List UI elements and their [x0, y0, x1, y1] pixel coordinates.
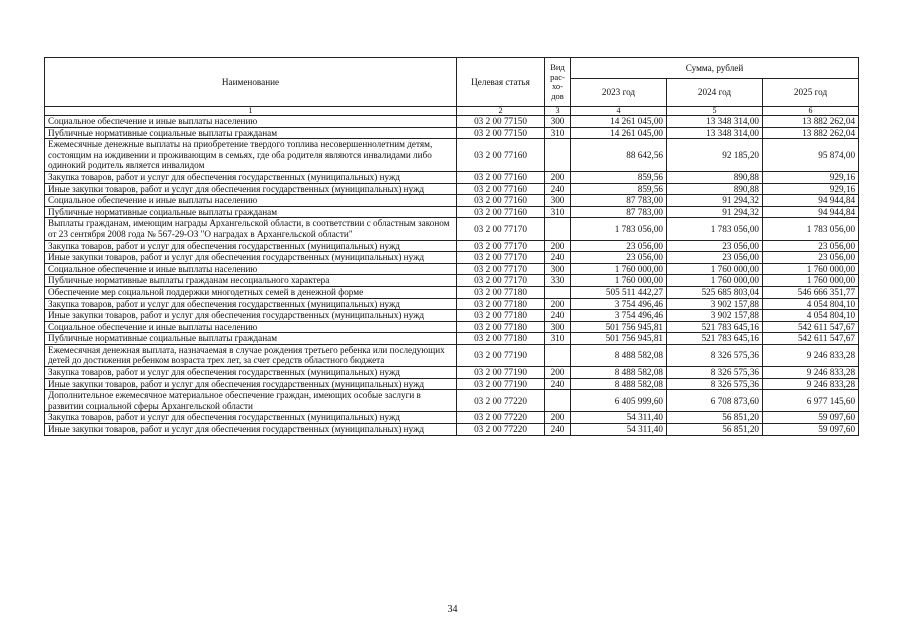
- row-sum-2025-cell: 23 056,00: [763, 240, 859, 252]
- row-expense-kind-cell: [545, 218, 571, 240]
- row-sum-2024-cell: 91 294,32: [667, 195, 763, 207]
- row-sum-2025-cell: 542 611 547,67: [763, 321, 859, 333]
- table-row: [45, 321, 859, 333]
- row-name-cell: Закупка товаров, работ и услуг для обеспечения государственных (муниципальных) нужд: [45, 240, 457, 252]
- row-target-article-cell: 03 2 00 77180: [457, 333, 545, 345]
- row-sum-2025-cell: 929,16: [763, 183, 859, 195]
- row-name-cell: Иные закупки товаров, работ и услуг для обеспечения государственных (муниципальных) нужд: [45, 252, 457, 264]
- header-name: Наименование: [45, 58, 457, 107]
- row-expense-kind-cell: 310: [545, 333, 571, 345]
- header-sum: Сумма, рублей: [571, 58, 859, 79]
- row-sum-2025-cell: 1 760 000,00: [763, 263, 859, 275]
- row-sum-2024-cell: 91 294,32: [667, 206, 763, 218]
- row-sum-2023-cell: 14 261 045,00: [571, 116, 667, 128]
- row-sum-2023-cell: 23 056,00: [571, 252, 667, 264]
- row-sum-2023-cell: 23 056,00: [571, 240, 667, 252]
- table-row: [45, 424, 859, 436]
- header-expense-kind: Вид рас-хо-дов: [545, 58, 571, 107]
- row-sum-2025-cell: 94 944,84: [763, 206, 859, 218]
- row-sum-2025-cell: 94 944,84: [763, 195, 859, 207]
- table-row: [45, 286, 859, 298]
- row-expense-kind-cell: 240: [545, 183, 571, 195]
- row-sum-2024-cell: 1 760 000,00: [667, 275, 763, 287]
- row-name-cell: Публичные нормативные социальные выплаты гражданам: [45, 206, 457, 218]
- row-target-article-cell: 03 2 00 77220: [457, 412, 545, 424]
- table-row: [45, 310, 859, 322]
- row-sum-2024-cell: 1 783 056,00: [667, 218, 763, 240]
- row-sum-2024-cell: 8 326 575,36: [667, 367, 763, 379]
- row-expense-kind-cell: 300: [545, 195, 571, 207]
- row-name-cell: Выплаты гражданам, имеющим награды Архангельской области, в соответствии с областным законом от 23 сентября 2008 года № 567-29-ОЗ "О наградах в Архангельской области": [45, 218, 457, 240]
- row-name-cell: Закупка товаров, работ и услуг для обеспечения государственных (муниципальных) нужд: [45, 412, 457, 424]
- row-sum-2023-cell: 1 760 000,00: [571, 275, 667, 287]
- table-row: [45, 127, 859, 139]
- row-sum-2025-cell: 23 056,00: [763, 252, 859, 264]
- table-row: [45, 412, 859, 424]
- row-sum-2023-cell: 501 756 945,81: [571, 321, 667, 333]
- row-sum-2024-cell: 13 348 314,00: [667, 116, 763, 128]
- budget-table-container: [44, 57, 858, 436]
- row-name-cell: Иные закупки товаров, работ и услуг для обеспечения государственных (муниципальных) нужд: [45, 424, 457, 436]
- row-sum-2023-cell: 54 311,40: [571, 412, 667, 424]
- row-sum-2024-cell: 92 185,20: [667, 139, 763, 172]
- row-sum-2023-cell: 87 783,00: [571, 206, 667, 218]
- row-name-cell: Публичные нормативные социальные выплаты гражданам: [45, 333, 457, 345]
- row-sum-2023-cell: 859,56: [571, 183, 667, 195]
- row-name-cell: Публичные нормативные социальные выплаты гражданам: [45, 127, 457, 139]
- row-name-cell: Иные закупки товаров, работ и услуг для обеспечения государственных (муниципальных) нужд: [45, 310, 457, 322]
- row-sum-2025-cell: 13 882 262,04: [763, 116, 859, 128]
- table-row: [45, 263, 859, 275]
- table-row: [45, 195, 859, 207]
- row-sum-2023-cell: 8 488 582,08: [571, 378, 667, 390]
- row-name-cell: Закупка товаров, работ и услуг для обеспечения государственных (муниципальных) нужд: [45, 298, 457, 310]
- row-sum-2024-cell: 23 056,00: [667, 240, 763, 252]
- row-sum-2024-cell: 8 326 575,36: [667, 344, 763, 366]
- row-name-cell: Обеспечение мер социальной поддержки многодетных семей в денежной форме: [45, 286, 457, 298]
- row-expense-kind-cell: 300: [545, 263, 571, 275]
- table-row: [45, 218, 859, 240]
- row-sum-2024-cell: 3 902 157,88: [667, 310, 763, 322]
- column-index: 6: [763, 107, 859, 116]
- column-index: 1: [45, 107, 457, 116]
- row-target-article-cell: 03 2 00 77170: [457, 252, 545, 264]
- row-sum-2023-cell: 859,56: [571, 171, 667, 183]
- row-expense-kind-cell: 240: [545, 424, 571, 436]
- row-expense-kind-cell: 240: [545, 378, 571, 390]
- table-row: [45, 390, 859, 412]
- row-expense-kind-cell: 200: [545, 171, 571, 183]
- row-sum-2025-cell: 546 666 351,77: [763, 286, 859, 298]
- row-target-article-cell: 03 2 00 77180: [457, 310, 545, 322]
- row-target-article-cell: 03 2 00 77220: [457, 424, 545, 436]
- row-expense-kind-cell: 300: [545, 116, 571, 128]
- row-sum-2025-cell: 1 760 000,00: [763, 275, 859, 287]
- row-expense-kind-cell: 240: [545, 252, 571, 264]
- column-index-row: [45, 107, 859, 116]
- row-expense-kind-cell: 200: [545, 298, 571, 310]
- row-name-cell: Публичные нормативные выплаты гражданам несоциального характера: [45, 275, 457, 287]
- row-sum-2024-cell: 890,88: [667, 183, 763, 195]
- row-sum-2025-cell: 542 611 547,67: [763, 333, 859, 345]
- header-target-article: Целевая статья: [457, 58, 545, 107]
- row-sum-2023-cell: 8 488 582,08: [571, 367, 667, 379]
- table-body: [45, 116, 859, 436]
- table-row: [45, 116, 859, 128]
- table-row: [45, 206, 859, 218]
- row-sum-2025-cell: 9 246 833,28: [763, 378, 859, 390]
- row-name-cell: Дополнительное ежемесячное материальное обеспечение граждан, имеющих особые заслуги в развитии социальной сферы Архангельской области: [45, 390, 457, 412]
- row-sum-2024-cell: 56 851,20: [667, 412, 763, 424]
- row-sum-2023-cell: 54 311,40: [571, 424, 667, 436]
- row-sum-2023-cell: 3 754 496,46: [571, 298, 667, 310]
- row-expense-kind-cell: [545, 286, 571, 298]
- row-target-article-cell: 03 2 00 77160: [457, 139, 545, 172]
- row-sum-2024-cell: 56 851,20: [667, 424, 763, 436]
- column-index: 2: [457, 107, 545, 116]
- row-sum-2024-cell: 6 708 873,60: [667, 390, 763, 412]
- row-target-article-cell: 03 2 00 77160: [457, 183, 545, 195]
- row-sum-2024-cell: 13 348 314,00: [667, 127, 763, 139]
- row-expense-kind-cell: 310: [545, 127, 571, 139]
- row-name-cell: Ежемесячная денежная выплата, назначаемая в случае рождения третьего ребенка или последующих детей до достижения ребенком возраста трех лет, за счет средств областного бюджета: [45, 344, 457, 366]
- row-sum-2025-cell: 929,16: [763, 171, 859, 183]
- row-sum-2023-cell: 87 783,00: [571, 195, 667, 207]
- row-expense-kind-cell: [545, 390, 571, 412]
- row-sum-2024-cell: 890,88: [667, 171, 763, 183]
- row-expense-kind-cell: [545, 344, 571, 366]
- column-index: 3: [545, 107, 571, 116]
- row-expense-kind-cell: [545, 139, 571, 172]
- row-sum-2024-cell: 525 685 803,04: [667, 286, 763, 298]
- row-sum-2024-cell: 521 783 645,16: [667, 333, 763, 345]
- row-expense-kind-cell: 200: [545, 240, 571, 252]
- row-target-article-cell: 03 2 00 77160: [457, 171, 545, 183]
- budget-table: [44, 57, 859, 436]
- row-sum-2025-cell: 95 874,00: [763, 139, 859, 172]
- row-sum-2023-cell: 6 405 999,60: [571, 390, 667, 412]
- row-name-cell: Ежемесячные денежные выплаты на приобретение твердого топлива несовершеннолетним детям, состоящим на иждивении и проживающим в семьях, где оба родителя являются инвалидами либо одинокий родитель является инвалидом: [45, 139, 457, 172]
- row-target-article-cell: 03 2 00 77150: [457, 116, 545, 128]
- row-expense-kind-cell: 300: [545, 321, 571, 333]
- row-target-article-cell: 03 2 00 77160: [457, 206, 545, 218]
- row-target-article-cell: 03 2 00 77190: [457, 378, 545, 390]
- row-name-cell: Иные закупки товаров, работ и услуг для обеспечения государственных (муниципальных) нужд: [45, 378, 457, 390]
- table-row: [45, 183, 859, 195]
- table-row: [45, 252, 859, 264]
- row-target-article-cell: 03 2 00 77160: [457, 195, 545, 207]
- table-row: [45, 378, 859, 390]
- header-year-2024: 2024 год: [667, 79, 763, 107]
- table-row: [45, 344, 859, 366]
- row-sum-2023-cell: 1 760 000,00: [571, 263, 667, 275]
- row-target-article-cell: 03 2 00 77170: [457, 218, 545, 240]
- column-index: 5: [667, 107, 763, 116]
- row-target-article-cell: 03 2 00 77190: [457, 344, 545, 366]
- table-row: [45, 240, 859, 252]
- row-sum-2024-cell: 8 326 575,36: [667, 378, 763, 390]
- row-target-article-cell: 03 2 00 77170: [457, 275, 545, 287]
- table-row: [45, 298, 859, 310]
- row-sum-2024-cell: 1 760 000,00: [667, 263, 763, 275]
- table-row: [45, 275, 859, 287]
- row-sum-2025-cell: 4 054 804,10: [763, 310, 859, 322]
- header-year-2023: 2023 год: [571, 79, 667, 107]
- row-sum-2024-cell: 23 056,00: [667, 252, 763, 264]
- row-sum-2023-cell: 501 756 945,81: [571, 333, 667, 345]
- page-number: 34: [447, 604, 458, 615]
- row-target-article-cell: 03 2 00 77190: [457, 367, 545, 379]
- row-sum-2024-cell: 3 902 157,88: [667, 298, 763, 310]
- row-sum-2025-cell: 9 246 833,28: [763, 344, 859, 366]
- row-sum-2023-cell: 88 642,56: [571, 139, 667, 172]
- row-sum-2025-cell: 13 882 262,04: [763, 127, 859, 139]
- row-sum-2023-cell: 505 511 442,27: [571, 286, 667, 298]
- row-expense-kind-cell: 200: [545, 367, 571, 379]
- row-target-article-cell: 03 2 00 77170: [457, 240, 545, 252]
- row-name-cell: Социальное обеспечение и иные выплаты населению: [45, 321, 457, 333]
- row-sum-2025-cell: 9 246 833,28: [763, 367, 859, 379]
- row-sum-2024-cell: 521 783 645,16: [667, 321, 763, 333]
- table-row: [45, 333, 859, 345]
- row-target-article-cell: 03 2 00 77180: [457, 286, 545, 298]
- row-target-article-cell: 03 2 00 77170: [457, 263, 545, 275]
- row-name-cell: Закупка товаров, работ и услуг для обеспечения государственных (муниципальных) нужд: [45, 367, 457, 379]
- row-sum-2025-cell: 6 977 145,60: [763, 390, 859, 412]
- row-name-cell: Закупка товаров, работ и услуг для обеспечения государственных (муниципальных) нужд: [45, 171, 457, 183]
- table-row: [45, 367, 859, 379]
- row-sum-2023-cell: 8 488 582,08: [571, 344, 667, 366]
- row-name-cell: Иные закупки товаров, работ и услуг для обеспечения государственных (муниципальных) нужд: [45, 183, 457, 195]
- row-expense-kind-cell: 310: [545, 206, 571, 218]
- row-name-cell: Социальное обеспечение и иные выплаты населению: [45, 263, 457, 275]
- row-target-article-cell: 03 2 00 77180: [457, 298, 545, 310]
- row-sum-2025-cell: 4 054 804,10: [763, 298, 859, 310]
- column-index: 4: [571, 107, 667, 116]
- row-name-cell: Социальное обеспечение и иные выплаты населению: [45, 116, 457, 128]
- row-sum-2023-cell: 1 783 056,00: [571, 218, 667, 240]
- row-sum-2023-cell: 14 261 045,00: [571, 127, 667, 139]
- row-expense-kind-cell: 240: [545, 310, 571, 322]
- header-year-2025: 2025 год: [763, 79, 859, 107]
- row-sum-2023-cell: 3 754 496,46: [571, 310, 667, 322]
- table-row: [45, 139, 859, 172]
- row-expense-kind-cell: 200: [545, 412, 571, 424]
- table-row: [45, 171, 859, 183]
- row-target-article-cell: 03 2 00 77150: [457, 127, 545, 139]
- row-sum-2025-cell: 59 097,60: [763, 424, 859, 436]
- row-sum-2025-cell: 59 097,60: [763, 412, 859, 424]
- row-expense-kind-cell: 330: [545, 275, 571, 287]
- row-name-cell: Социальное обеспечение и иные выплаты населению: [45, 195, 457, 207]
- row-target-article-cell: 03 2 00 77180: [457, 321, 545, 333]
- row-sum-2025-cell: 1 783 056,00: [763, 218, 859, 240]
- row-target-article-cell: 03 2 00 77220: [457, 390, 545, 412]
